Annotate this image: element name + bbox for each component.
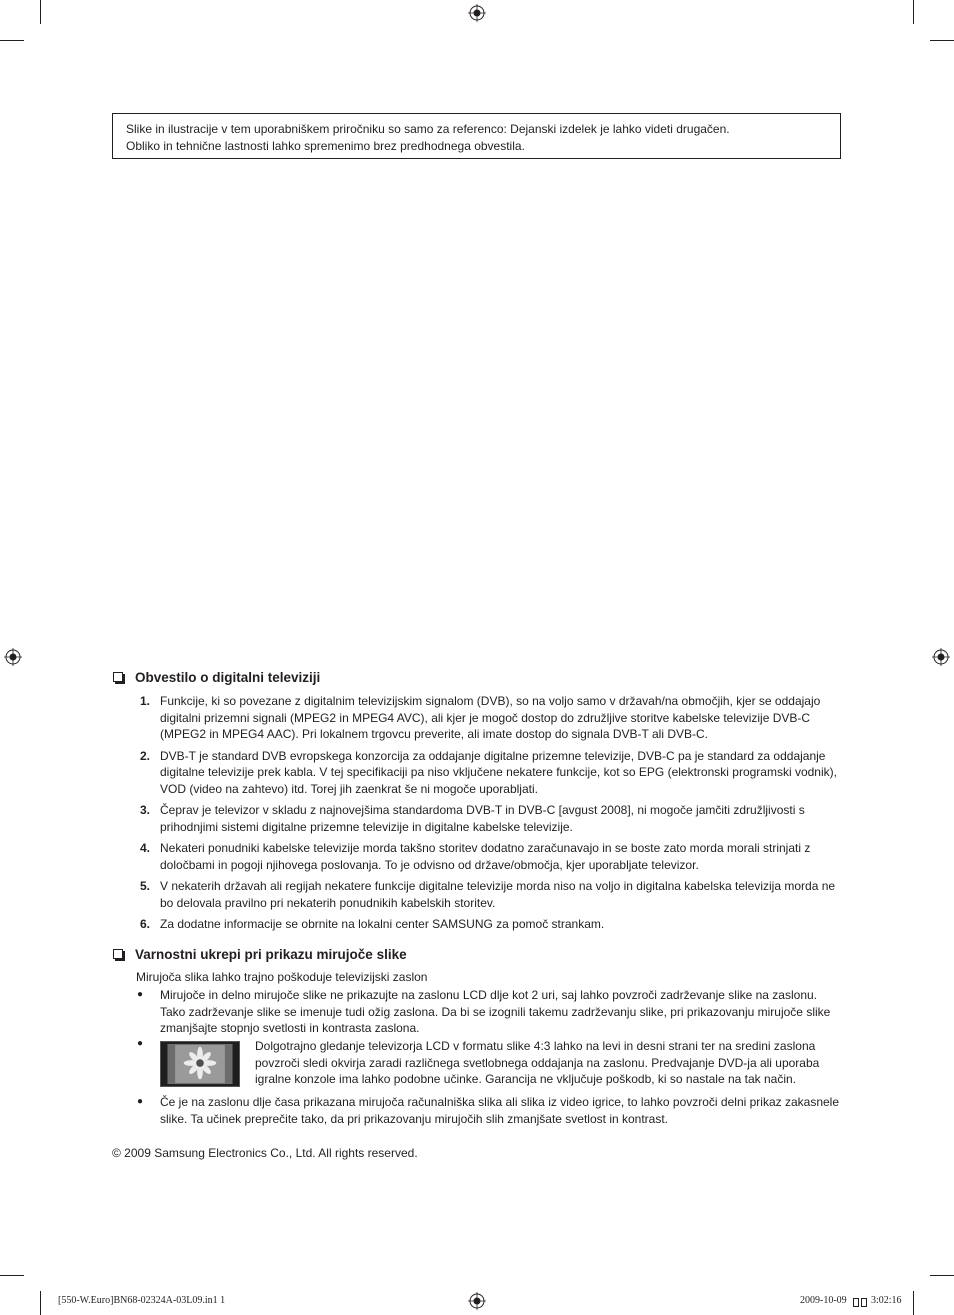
footer-glyph-placeholder xyxy=(853,1298,867,1306)
list-item: 2. DVB-T je standard DVB evropskega konzorcija za oddajanje digitalne prizemne televizije, DVB-C pa je standard za oddajanje digitalne televizije prek kabla. V tej specifikaciji pa niso vključene nekatere funkcije, kot so EPG (elektronski programski vodnik), VOD (video na zahtevo) itd. Torej jih zaenkrat še ni mogoče uporabljati. xyxy=(139,748,837,796)
list-item: 6. Za dodatne informacije se obrnite na lokalni center SAMSUNG za pomoč strankam. xyxy=(139,917,605,931)
bullet-icon: ● xyxy=(137,1096,144,1107)
crop-mark xyxy=(40,1291,41,1315)
footer-file-name: [550-W.Euro]BN68-02324A-03L09.in1 1 xyxy=(58,1295,226,1306)
footer-time: 3:02:16 xyxy=(871,1295,902,1306)
list-item: 3. Čeprav je televizor v skladu z najnovejšima standardoma DVB-T in DVB-C [avgust 2008], ni mogoče jamčiti združljivosti s prihodnjimi sistemi digitalne prizemne televizije in digitalne kabelske televizije. xyxy=(139,803,805,834)
crop-mark xyxy=(0,1275,24,1276)
registration-mark-icon xyxy=(932,648,950,666)
registration-mark-icon xyxy=(4,648,22,666)
section-title-digital-tv: Obvestilo o digitalni televiziji xyxy=(113,670,320,685)
box-icon xyxy=(113,672,123,682)
crop-mark xyxy=(913,1291,914,1315)
disclaimer-box xyxy=(112,113,841,159)
bullet-item: ● Mirujoče in delno mirujoče slike ne prikazujte na zaslonu LCD dlje kot 2 uri, saj lahko povzroči zadrževanje slike na zaslonu. Tako zadrževanje slike se imenuje tudi ožig zaslona. Da bi se izognili takemu zadrževanju slike, pri prikazovanju mirujoče slike zmanjšajte stopnjo svetlosti in kontrasta zaslona. xyxy=(137,988,831,1035)
registration-mark-icon xyxy=(468,1292,486,1310)
bullet-icon: ● xyxy=(137,1038,144,1049)
disclaimer-line: Slike in ilustracije v tem uporabniškem priročniku so samo za referenco: Dejanski izdelek je lahko videti drugačen. xyxy=(126,122,730,136)
copyright-notice: © 2009 Samsung Electronics Co., Ltd. All rights reserved. xyxy=(112,1146,418,1160)
crop-mark xyxy=(0,40,24,41)
crop-mark xyxy=(913,0,914,24)
box-icon xyxy=(113,949,123,959)
digital-tv-list xyxy=(113,693,843,938)
registration-mark-icon xyxy=(468,4,486,22)
list-item: 4. Nekateri ponudniki kabelske televizije morda takšno storitev dodatno zaračunavajo in se boste zato morda morali strinjati z določbami in pogoji njihovega poslovanja. To je odvisno od države/območja, kjer uporabljate televizor. xyxy=(139,841,811,872)
crop-mark xyxy=(930,40,954,41)
list-item: 1. Funkcije, ki so povezane z digitalnim televizijskim signalom (DVB), so na voljo samo v državah/na območjih, kjer se oddajajo digitalni prizemni signali (MPEG2 in MPEG4 AVC), ali kjer je mogoč dostop do združljive storitve kabelske televizije DVB-C (MPEG2 in MPEG4 AAC). Pri lokalnem trgovcu preverite, ali imate dostop do signala DVB-T ali DVB-C. xyxy=(139,694,821,741)
disclaimer-line: Obliko in tehnične lastnosti lahko spremenimo brez predhodnega obvestila. xyxy=(126,139,525,153)
list-item: 5. V nekaterih državah ali regijah nekatere funkcije digitalne televizije morda niso na voljo in digitalna kabelska televizija morda ne bo delovala pravilno pri nekaterih ponudnikih kabelskih storitev. xyxy=(139,879,836,910)
bullet-item: Dolgotrajno gledanje televizorja LCD v formatu slike 4:3 lahko na levi in desni strani ter na sredini zaslona povzroči sledi okvirja zaradi različnega svetlobnega oddajanja na zaslonu. Predvajanje DVD-ja ali uporaba igralne konzole ima lahko podobne učinke. Garancija ne vključuje poškodb, ki so nastale na tak način. xyxy=(255,1039,820,1086)
footer-date: 2009-10-09 xyxy=(800,1295,847,1306)
crop-mark xyxy=(40,0,41,24)
bullet-icon: ● xyxy=(137,989,144,1000)
section-lead: Mirujoča slika lahko trajno poškoduje televizijski zaslon xyxy=(136,970,428,984)
section-title-still-image: Varnostni ukrepi pri prikazu mirujoče slike xyxy=(113,947,407,962)
bullet-item: ● Če je na zaslonu dlje časa prikazana mirujoča računalniška slika ali slika iz video igrice, to lahko povzroči delni prikaz zakasnele slike. Ta učinek preprečite tako, da pri prikazovanju mirujočih slih zmanjšate svetlost in kontrast. xyxy=(137,1095,840,1126)
crop-mark xyxy=(930,1275,954,1276)
tv-4-3-thumbnail xyxy=(160,1041,240,1087)
